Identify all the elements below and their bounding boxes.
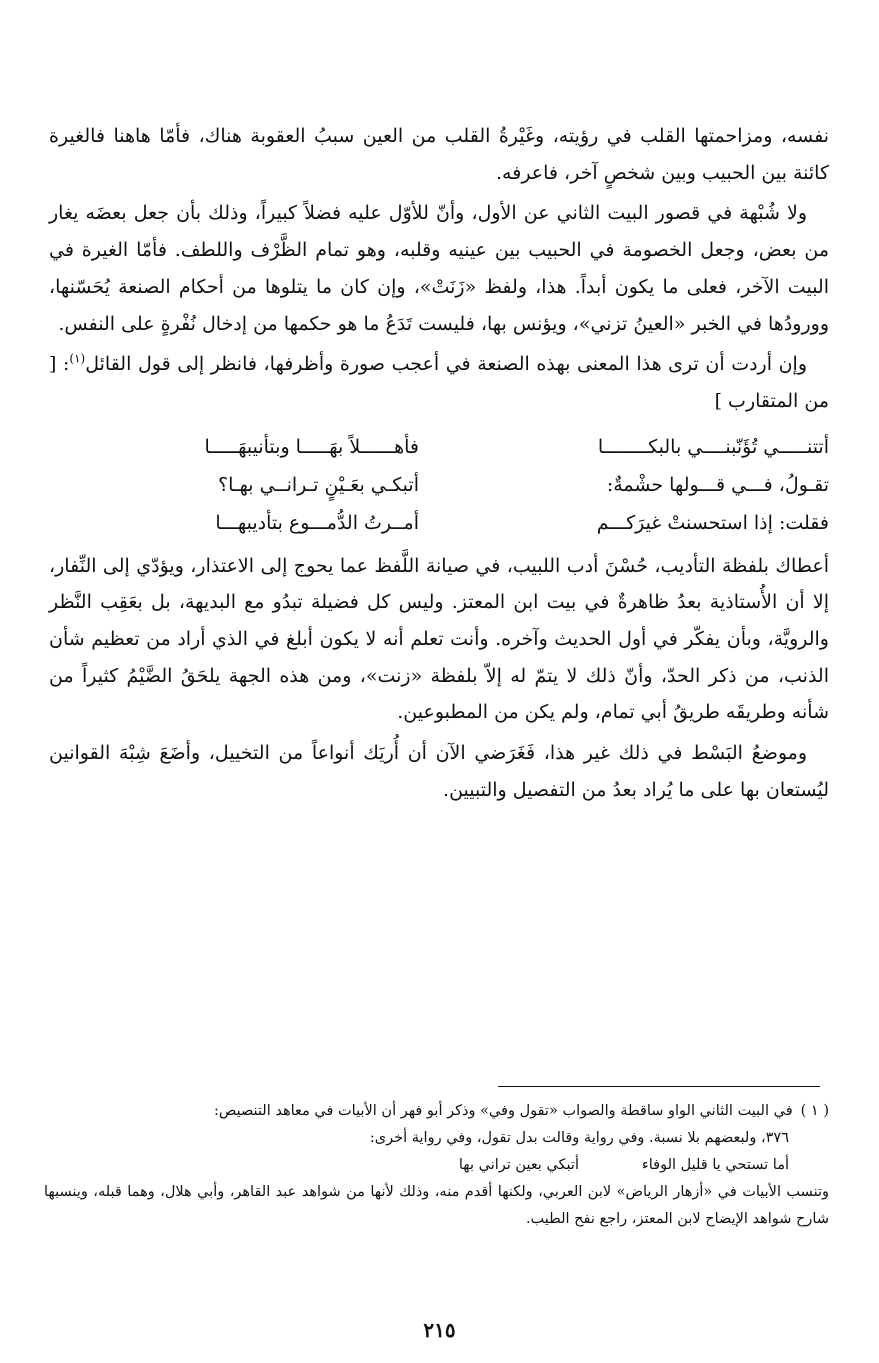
footnote-verse <box>44 1152 829 1179</box>
footnote-line: ٣٧٦، ولبعضهم بلا نسبة. وفي رواية وقالت بدل تقول، وفي رواية أخرى: <box>369 1130 789 1146</box>
verse-row <box>49 428 829 466</box>
verse-second-hemistich: فأهــــــلاً بهَـــــا وبتأنيبهَـــــا <box>204 435 419 458</box>
paragraph-5: وموضعُ البَسْط في ذلك غير هذا، فَغَرَضي الآن أن أُريَك أنواعاً من التخييل، وأضَعَ شِبْهَ القوانين ليُستعان بها على ما يُراد بعدُ من التفصيل والتبيين. <box>49 742 829 801</box>
page-number: ٢١٥ <box>423 1318 456 1342</box>
paragraph-3-text: وإن أردت أن ترى هذا المعنى بهذه الصنعة في أعجب صورة وأظرفها، فانظر إلى قول القائل <box>85 353 807 376</box>
footnote-text: في البيت الثاني الواو ساقطة والصواب «تقول وفي» وذكر أبو فهر أن الأبيات في معاهد التنصيص: <box>213 1103 793 1119</box>
verse-first-hemistich: أتتنـــــي تُؤَنّبنــــي بالبكــــــــا <box>597 435 829 458</box>
paragraph-4: أعطاك بلفظة التأديب، حُسْنَ أدب اللبيب، في صيانة اللَّفظ عما يحوج إلى الاعتذار، ويؤدّي إلى النِّفار، إلا أن الأُستاذية بعدُ ظاهرةٌ في بيت ابن المعتز. وليس كل فضيلة تبدُو مع البديهة، بل بعَقِب النَّظر والرويَّة، وبأن يفكّر في أول الحديث وآخره. وأنت تعلم أنه لا يكون أبلغ في الذي أراد من تعظيم شأن الذنب، من ذكر الحدّ، وأنّ ذلك لا يتمّ له إلاّ بلفظة «زنت»، ومن هذه الجهة يلحَقُ الضَّيْمُ كثيراً من شأنه وطريقَه طريقُ أبي تمام، ولم يكن من المطبوعين. <box>49 554 829 724</box>
footnote-line <box>44 1098 829 1125</box>
poem-verses <box>49 428 829 542</box>
verse-first-hemistich: فقلت: إذا استحسنتْ غيرَكـــم <box>596 511 829 534</box>
footnote-divider <box>498 1086 820 1087</box>
meter-label: : [ من المتقارب ] <box>49 353 829 412</box>
footnote-verse-first: أما تستحي يا قليل الوفاء <box>641 1157 789 1173</box>
verse-first-hemistich: تقـولُ، فـــي قـــولها حشْمةٌ: <box>606 473 829 496</box>
main-text <box>49 118 829 813</box>
footnote-marker: ( ١ ) <box>800 1103 829 1119</box>
verse-row <box>49 466 829 504</box>
footnote-verse-second: أتبكي بعين تراني بها <box>458 1157 579 1173</box>
paragraph-3 <box>49 346 829 419</box>
verse-second-hemistich: أتبكـي بعَـيْنٍ تـرانــي بهـا؟ <box>218 473 419 496</box>
verse-second-hemistich: أمــرتُ الدُّمـــوع بتأديبهـــا <box>215 511 419 534</box>
verse-row <box>49 504 829 542</box>
footnote-line: وتنسب الأبيات في «أزهار الرياض» لابن العربي، ولكنها أقدم منه، وذلك لأنها من شواهد عبد القاهر، وأبي هلال، وهما قبله، وينسبها شارح شواهد الإيضاح لابن المعتز، راجع نفح الطيب. <box>44 1184 829 1227</box>
paragraph-2: ولا شُبْهة في قصور البيت الثاني عن الأول، وأنّ للأوّل عليه فضلاً كبيراً، وذلك بأن جعل بعضَه يغار من بعض، وجعل الخصومة في الحبيب بين عينيه وقلبه، وهو تمام الظَّرْف واللطف. فأمّا الغيرة في البيت الآخر، فعلى ما يكون أبداً. هذا، ولفظ «زَنَتْ»، وإن كان ما يتلوها من أحكام الصنعة يُحَسّنها، وورودُها في الخبر «العينُ تزني»، ويؤنس بها، فليست تَدَعُ ما هو حكمها من إدخال نُفْرةٍ على النفس. <box>49 202 829 335</box>
footnote-reference[interactable]: (١) <box>69 351 86 366</box>
footnotes <box>44 1098 829 1233</box>
paragraph-1: نفسه، ومزاحمتها القلب في رؤيته، وغَيْرةُ القلب من العين سببُ العقوبة هناك، فأمّا هاهنا فالغيرة كائنة بين الحبيب وبين شخصٍ آخر، فاعرفه. <box>49 125 829 184</box>
